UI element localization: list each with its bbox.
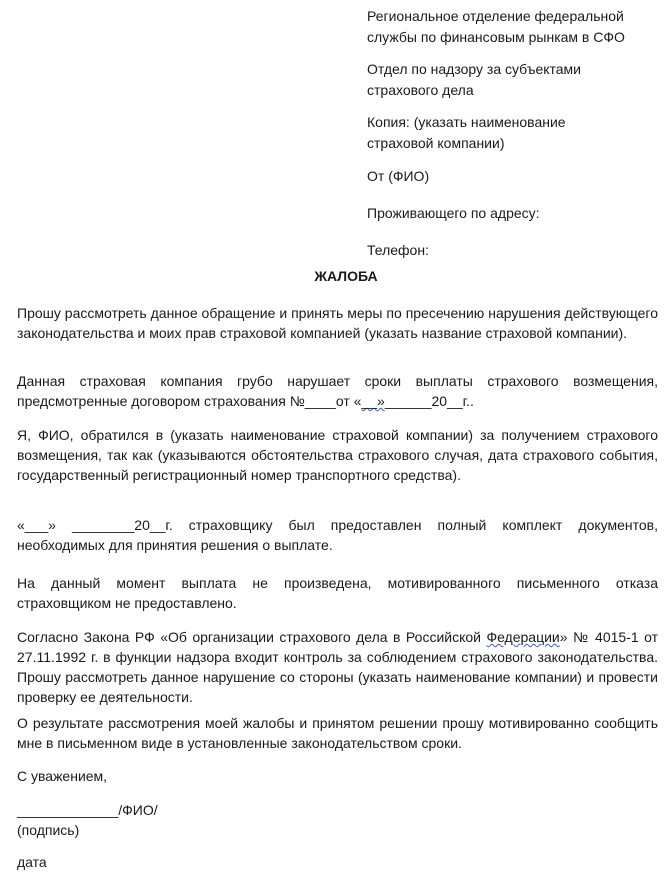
date-label: дата	[17, 854, 47, 870]
paragraph-fragment: Данная страховая компания грубо нарушает сроки выплаты страхового возмещения, предсмотренные договором страхования №____от «	[17, 373, 658, 409]
signature-line: _____________/ФИО/	[17, 802, 158, 818]
addressee-header	[367, 6, 662, 261]
date-block	[17, 852, 47, 872]
closing-regards	[17, 766, 107, 786]
paragraph-law	[17, 627, 658, 707]
header-line: Копия: (указать наименование	[367, 114, 566, 130]
paragraph-no-payment	[17, 573, 658, 613]
header-line: Отдел по надзору за субъектами	[367, 61, 582, 77]
paragraph-circumstances	[17, 425, 658, 485]
header-line: страховой компании)	[367, 135, 505, 151]
document-title: ЖАЛОБА	[314, 268, 378, 284]
paragraph-fragment: Федерации	[486, 629, 560, 645]
header-line: От (ФИО)	[367, 168, 430, 184]
header-line: страхового дела	[367, 82, 474, 98]
header-line: Региональное отделение федеральной	[367, 8, 624, 24]
paragraph-text: Прошу рассмотреть данное обращение и принять меры по пресечению нарушения действующего законодательства и моих прав страховой компанией (указать название страховой компании).	[17, 305, 658, 341]
signature-caption: (подпись)	[17, 822, 80, 838]
header-line: Телефон:	[367, 242, 429, 258]
paragraph-text	[17, 627, 658, 707]
paragraph-text: На данный момент выплата не произведена, мотивированного письменного отказа страховщиком не предоставлено.	[17, 575, 658, 611]
paragraph-fragment: ______20__г..	[384, 393, 474, 409]
paragraph-text: Я, ФИО, обратился в (указать наименование страховой компании) за получением страхового возмещения, так как (указываются обстоятельства страхового случая, дата страхового события, государственный регистрационный номер транспортного средства).	[17, 427, 658, 483]
paragraph-text: О результате рассмотрения моей жалобы и принятом решении прошу мотивированно сообщить мне в письменном виде в установленные законодательством сроки.	[17, 715, 658, 751]
paragraph-fragment: __»	[361, 393, 385, 409]
paragraph-documents	[17, 515, 658, 555]
paragraph-fragment: » № 4015-1 от 27.11.1992 г. в функции надзора входит контроль за соблюдением страхового законодательства. Прошу рассмотреть данное нарушение со стороны (указать наименование компании) и провести проверку ее деятельности.	[17, 629, 658, 705]
paragraph-fragment: Согласно Закона РФ «Об организации страхового дела в Российской	[17, 629, 487, 645]
header-line: Проживающего по адресу:	[367, 205, 540, 221]
regards-text: С уважением,	[17, 768, 108, 784]
paragraph-text: «___» ________20__г. страховщику был предоставлен полный комплект документов, необходимых для принятия решения о выплате.	[17, 517, 658, 553]
paragraph-request	[17, 303, 658, 343]
paragraph-violation	[17, 371, 658, 411]
header-line: службы по финансовым рынкам в СФО	[367, 29, 625, 45]
paragraph-result	[17, 713, 658, 753]
paragraph-text	[17, 371, 658, 411]
signature-block	[17, 800, 158, 840]
